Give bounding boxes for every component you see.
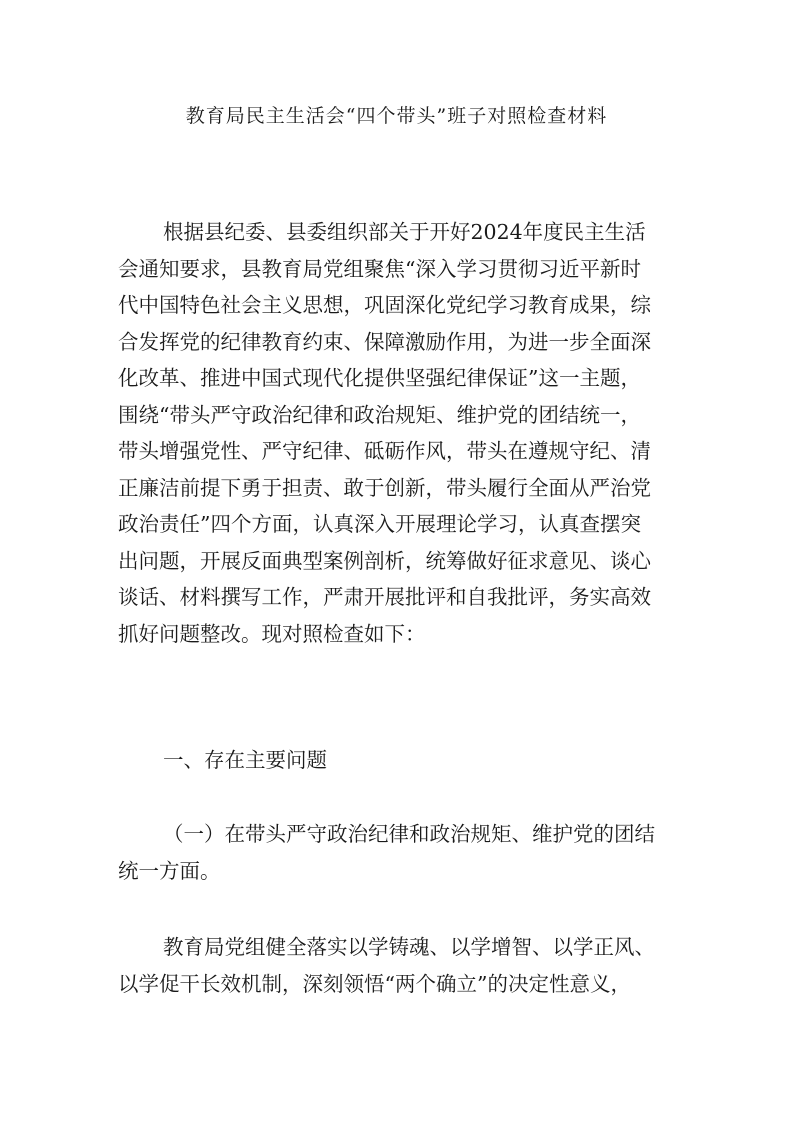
- intro-paragraph: [118, 214, 666, 652]
- intro-line: 出问题，开展反面典型案例剖析，统筹做好征求意见、谈心: [118, 548, 651, 573]
- document-title: 教育局民主生活会“四个带头”班子对照检查材料: [185, 105, 608, 127]
- subsection-heading: [118, 816, 666, 889]
- intro-line: 谈话、材料撰写工作，严肃开展批评和自我批评，务实高效: [118, 585, 651, 609]
- intro-line: 抓好问题整改。现对照检查如下：: [118, 621, 426, 646]
- intro-line: 化改革、推进中国式现代化提供坚强纪律保证”这一主题，: [118, 366, 641, 390]
- intro-line: 根据县纪委、县委组织部关于开好2024年度民主生活: [163, 220, 646, 244]
- body-paragraph: [118, 929, 666, 1002]
- intro-line: 代中国特色社会主义思想，巩固深化党纪学习教育成果，综: [118, 293, 651, 317]
- body-line: 以学促干长效机制，深刻领悟“两个确立”的决定性意义，: [118, 971, 631, 996]
- subsection-line: 统一方面。: [118, 858, 221, 883]
- intro-line: 正廉洁前提下勇于担责、敢于创新，带头履行全面从严治党: [118, 475, 651, 500]
- intro-line: 带头增强党性、严守纪律、砥砺作风，带头在遵规守纪、清: [118, 439, 651, 463]
- section-heading: 一、存在主要问题: [163, 748, 327, 772]
- intro-line: 合发挥党的纪律教育约束、保障激励作用，为进一步全面深: [118, 329, 651, 354]
- subsection-line: （一）在带头严守政治纪律和政治规矩、维护党的团结: [163, 822, 655, 846]
- intro-line: 政治责任”四个方面，认真深入开展理论学习，认真查摆突: [118, 512, 641, 536]
- intro-line: 围绕“带头严守政治纪律和政治规矩、维护党的团结统一，: [118, 402, 641, 427]
- body-line: 教育局党组健全落实以学铸魂、以学增智、以学正风、: [163, 935, 655, 959]
- intro-line: 会通知要求，县教育局党组聚焦“深入学习贯彻习近平新时: [118, 256, 641, 281]
